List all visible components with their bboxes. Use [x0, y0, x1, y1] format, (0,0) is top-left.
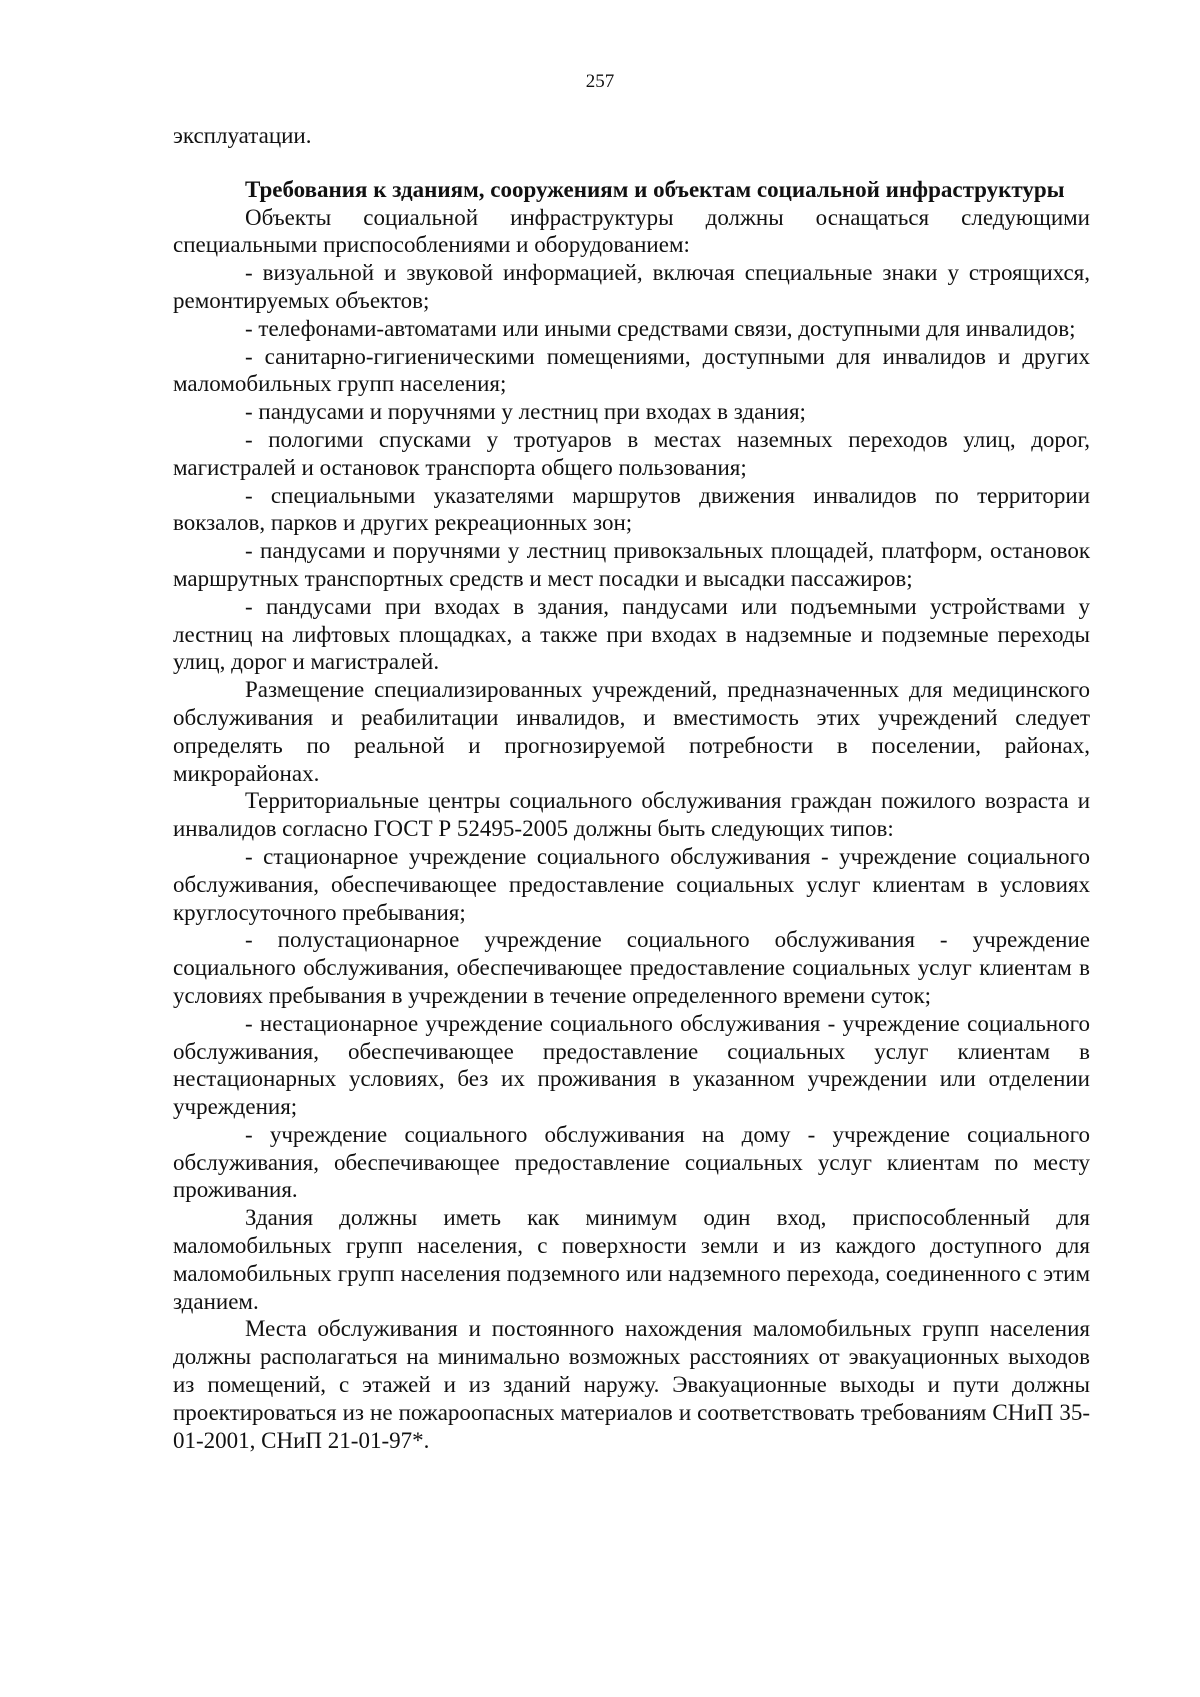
page-number: 257: [585, 71, 615, 92]
document-body: [173, 122, 1090, 1454]
list-item-route-signs: - специальными указателями маршрутов движения инвалидов по территории вокзалов, парков и других рекреационных зон;: [173, 482, 1090, 536]
continuation-text: эксплуатации.: [173, 123, 312, 148]
paragraph-specialized-institutions: Размещение специализированных учреждений, предназначенных для медицинского обслуживания и реабилитации инвалидов, и вместимость этих учреждений следует определять по реальной и прогнозируемой потребности в поселении, районах, микрорайонах.: [173, 677, 1090, 786]
paragraph-territorial-centers: Территориальные центры социального обслуживания граждан пожилого возраста и инвалидов согласно ГОСТ Р 52495-2005 должны быть следующих типов:: [173, 788, 1090, 842]
list-item-home-service: - учреждение социального обслуживания на дому - учреждение социального обслуживания, обеспечивающее предоставление социальных услуг клиентам по месту проживания.: [173, 1121, 1090, 1203]
list-item-stationary: - стационарное учреждение социального обслуживания - учреждение социального обслуживания, обеспечивающее предоставление социальных услуг клиентам в условиях круглосуточного пребывания;: [173, 843, 1090, 925]
list-item-ramps-entrances: - пандусами и поручнями у лестниц при входах в здания;: [245, 399, 806, 425]
paragraph-evacuation: Места обслуживания и постоянного нахождения маломобильных групп населения должны располагаться на минимально возможных расстояниях от эвакуационных выходов из помещений, с этажей и из зданий наружу. Эвакуационные выходы и пути должны проектироваться из не пожароопасных материалов и соответствовать требованиям СНиП 35-01-2001, СНиП 21-01-97*.: [173, 1316, 1090, 1453]
paragraph-building-entrance: Здания должны иметь как минимум один вход, приспособленный для маломобильных групп населения, с поверхности земли и из каждого доступного для маломобильных групп населения подземного или надземного перехода, соединенного с этим зданием.: [173, 1205, 1090, 1314]
list-item-lift-ramps: - пандусами при входах в здания, пандусами или подъемными устройствами у лестниц на лифтовых площадках, а также при входах в надземные и подземные переходы улиц, дорог и магистралей.: [173, 593, 1090, 675]
list-item-sanitary: - санитарно-гигиеническими помещениями, доступными для инвалидов и других маломобильных групп населения;: [173, 343, 1090, 397]
list-item-station-ramps: - пандусами и поручнями у лестниц привокзальных площадей, платформ, остановок маршрутных транспортных средств и мест посадки и высадки пассажиров;: [173, 538, 1090, 591]
list-item-phones: - телефонами-автоматами или иными средствами связи, доступными для инвалидов;: [245, 315, 1076, 341]
paragraph-intro: Объекты социальной инфраструктуры должны оснащаться следующими специальными приспособлениями и оборудованием:: [173, 204, 1090, 258]
list-item-semi-stationary: - полустационарное учреждение социального обслуживания - учреждение социального обслуживания, обеспечивающее предоставление социальных услуг клиентам в условиях пребывания в учреждении в течение определенного времени суток;: [173, 927, 1090, 1008]
list-item-sidewalk-slopes: - пологими спусками у тротуаров в местах наземных переходов улиц, дорог, магистралей и остановок транспорта общего пользования;: [173, 426, 1090, 480]
section-heading: Требования к зданиям, сооружениям и объектам социальной инфраструктуры: [245, 176, 1065, 202]
list-item-non-stationary: - нестационарное учреждение социального обслуживания - учреждение социального обслуживания, обеспечивающее предоставление социальных услуг клиентам в нестационарных условиях, без их проживания в указанном учреждении или отделении учреждения;: [173, 1010, 1090, 1120]
list-item-visual-info: - визуальной и звуковой информацией, включая специальные знаки у строящихся, ремонтируемых объектов;: [173, 260, 1090, 313]
